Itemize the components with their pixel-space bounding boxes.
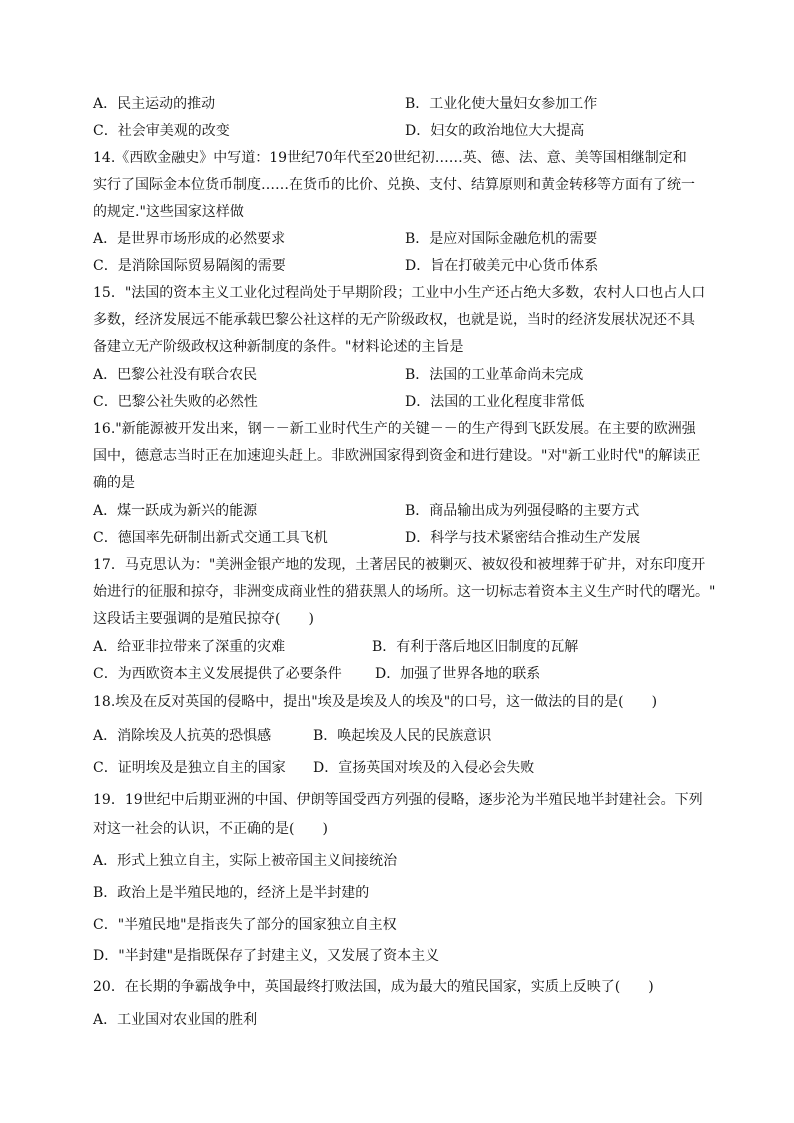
q16-option-c: C．德国率先研制出新式交通工具飞机 — [93, 530, 328, 546]
q18-option-a: A．消除埃及人抗英的恐惧感 — [93, 728, 272, 744]
q14-option-b: B．是应对国际金融危机的需要 — [405, 231, 598, 247]
q14-stem-line2: 实行了国际金本位货币制度……在货币的比价、兑换、支付、结算原则和黄金转移等方面有了统一 — [93, 177, 695, 193]
q18-option-d: D．宣扬英国对埃及的入侵必会失败 — [313, 760, 535, 776]
q17-stem-line1: 17．马克思认为："美洲金银产地的发现，土著居民的被剿灭、被奴役和被埋葬于矿井，对东印度开 — [93, 557, 706, 573]
q16-stem-line2: 国中，德意志当时正在加速迎头赶上。非欧洲国家得到资金和进行建设。"对"新工业时代"的解读正 — [93, 448, 701, 464]
q15-stem-line3: 备建立无产阶级政权这种新制度的条件。"材料论述的主旨是 — [93, 339, 464, 355]
q14-option-c: C．是消除国际贸易隔阂的需要 — [93, 258, 286, 274]
q20-stem-line1: 20．在长期的争霸战争中，英国最终打败法国，成为最大的殖民国家，实质上反映了( ) — [93, 979, 654, 995]
q13-option-a: A．民主运动的推动 — [93, 96, 216, 112]
q15-stem-line1: 15．"法国的资本主义工业化过程尚处于早期阶段；工业中小生产还占绝大多数，农村人口也占人口 — [93, 285, 706, 301]
q15-option-a: A．巴黎公社没有联合农民 — [93, 367, 258, 383]
q17-stem-line2: 始进行的征服和掠夺，非洲变成商业性的猎获黑人的场所。这一切标志着资本主义生产时代的曙光。" — [93, 584, 716, 600]
q13-option-c: C．社会审美观的改变 — [93, 123, 230, 139]
q17-option-c: C．为西欧资本主义发展提供了必要条件 — [93, 666, 342, 682]
q16-option-a: A．煤一跃成为新兴的能源 — [93, 503, 258, 519]
q19-option-b: B．政治上是半殖民地的，经济上是半封建的 — [93, 885, 370, 901]
q13-option-d: D．妇女的政治地位大大提高 — [405, 123, 585, 139]
q13-option-b: B．工业化使大量妇女参加工作 — [405, 96, 598, 112]
q17-option-b: B．有利于落后地区旧制度的瓦解 — [372, 639, 579, 655]
q16-option-b: B．商品输出成为列强侵略的主要方式 — [405, 503, 640, 519]
q18-option-b: B．唤起埃及人民的民族意识 — [313, 728, 492, 744]
q14-stem-line3: 的规定."这些国家这样做 — [93, 204, 244, 220]
q20-option-a: A．工业国对农业国的胜利 — [93, 1012, 258, 1028]
q19-option-a: A．形式上独立自主，实际上被帝国主义间接统治 — [93, 853, 398, 869]
q16-option-d: D．科学与技术紧密结合推动生产发展 — [405, 530, 641, 546]
q15-option-d: D．法国的工业化程度非常低 — [405, 394, 585, 410]
q15-option-b: B．法国的工业革命尚未完成 — [405, 367, 584, 383]
q16-stem-line1: 16."新能源被开发出来，钢－－新工业时代生产的关键－－的生产得到飞跃发展。在主要的欧洲强 — [93, 421, 696, 437]
q19-option-d: D．"半封建"是指既保存了封建主义，又发展了资本主义 — [93, 948, 440, 964]
q17-option-a: A．给亚非拉带来了深重的灾难 — [93, 639, 286, 655]
q14-option-a: A．是世界市场形成的必然要求 — [93, 231, 286, 247]
q14-stem-line1: 14.《西欧金融史》中写道：19世纪70年代至20世纪初……英、德、法、意、美等国相继制定和 — [93, 150, 687, 166]
q15-stem-line2: 多数，经济发展远不能承载巴黎公社这样的无产阶级政权，也就是说，当时的经济发展状况还不具 — [93, 312, 695, 328]
q18-stem-line1: 18.埃及在反对英国的侵略中，提出"埃及是埃及人的埃及"的口号，这一做法的目的是( ) — [93, 694, 658, 710]
q18-option-c: C．证明埃及是独立自主的国家 — [93, 760, 286, 776]
q16-stem-line3: 确的是 — [93, 475, 135, 491]
q19-stem-line1: 19．19世纪中后期亚洲的中国、伊朗等国受西方列强的侵略，逐步沦为半殖民地半封建社会。下列 — [93, 792, 703, 808]
q19-option-c: C．"半殖民地"是指丧失了部分的国家独立自主权 — [93, 917, 397, 933]
q15-option-c: C．巴黎公社失败的必然性 — [93, 394, 258, 410]
q19-stem-line2: 对这一社会的认识，不正确的是( ) — [93, 821, 328, 837]
q14-option-d: D．旨在打破美元中心货币体系 — [405, 258, 599, 274]
q17-option-d: D．加强了世界各地的联系 — [375, 666, 541, 682]
q17-stem-line3: 这段话主要强调的是殖民掠夺( ) — [93, 611, 314, 627]
